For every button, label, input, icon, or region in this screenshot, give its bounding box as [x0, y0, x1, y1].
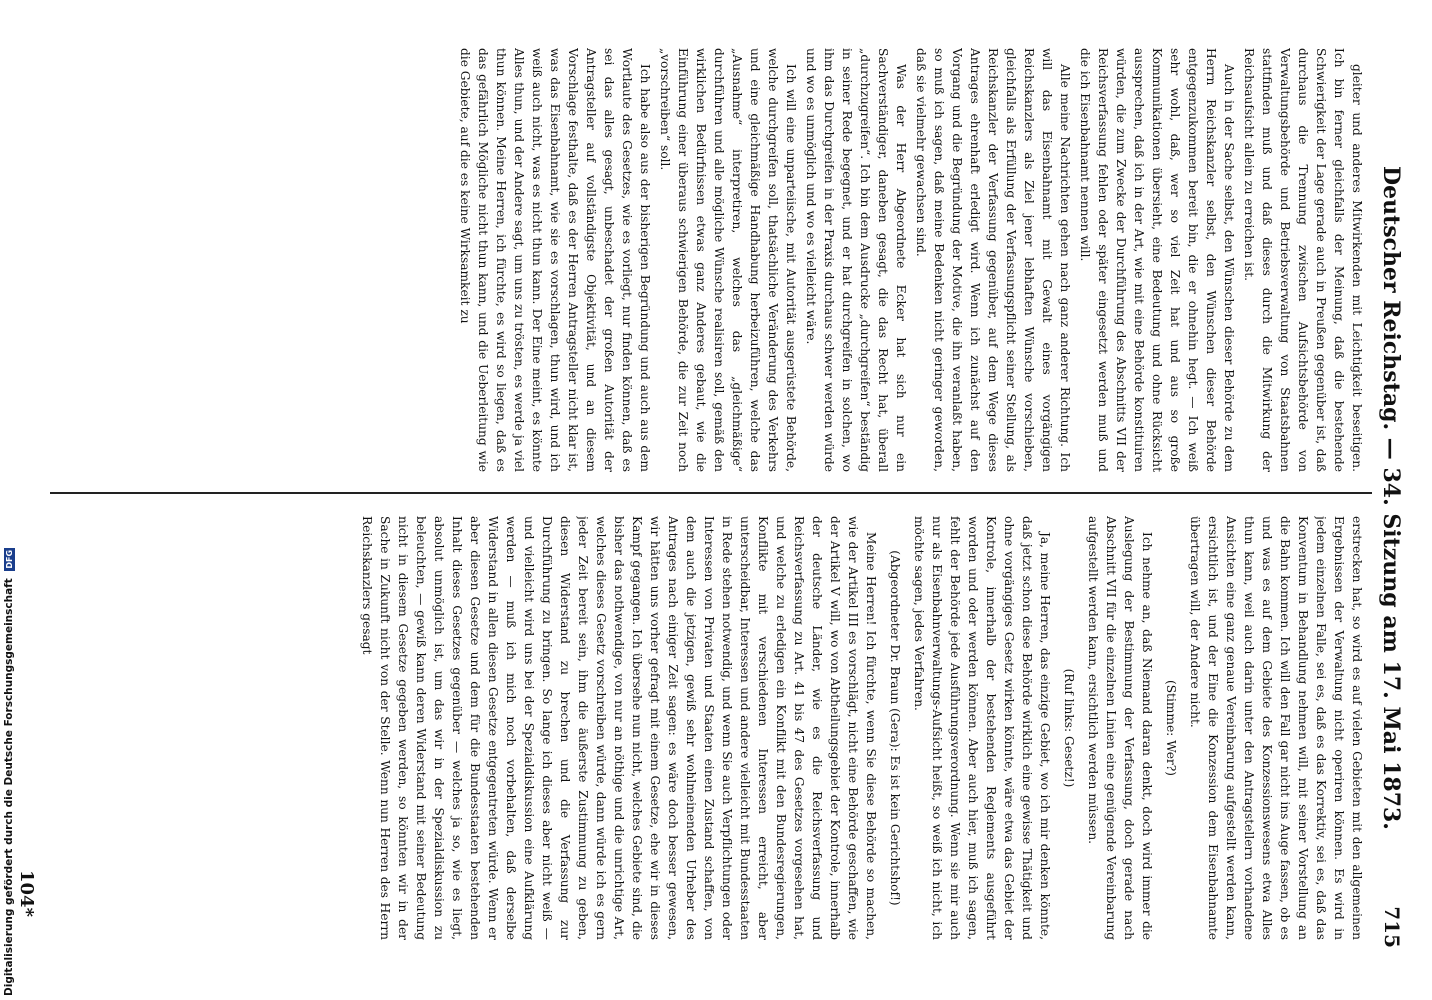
interjection: (Stimme: Wer?) — [1164, 679, 1178, 777]
interjection: (Ruf links: Gesetz!) — [1062, 668, 1076, 788]
digitization-credit — [2, 549, 16, 996]
paragraph: gleiter und anderes Mitwirkenden mit Leichtigkeit beseitigen. Ich bin ferner gleichfalls der Meinung, daß die bestehende Schwierigkeit der Lage gerade auch in Preußen gegenüber ist, daß durchaus die Trennung zwischen Aufsichtsbehörde von Verwaltungsbehörde und Betriebsverwaltung von Staatsbahnen stattfinden muß und daß dieses durch die Mitwirkung der Reichsaufsicht allein zu erreichen ist. — [1242, 48, 1364, 472]
paragraph: Ich will eine unparteiische, mit Autorität ausgerüstete Behörde, welche durchgreifen soll, thatsächliche Veränderung des Verkehrs und eine gleichmäßige Handhabung herbeizuführen, welche das „Ausnahme“ interpretiren, welches das „gleichmäßige“ durchführen und alle mögliche Wünsche realisiren soll, gemäß den wirklichen Bedürfnissen etwas ganz Anderes gebaut, wie die Einführung einer überaus schwierigen Behörde, die zur Zeit noch „vorschreiben“ soll. — [658, 48, 798, 472]
paragraph: Ich nehme an, daß Niemand daran denkt, doch wird immer die Auslegung der Bestimmung der Verfassung, doch gerade nach Abschnitt VII für die einzelnen Linien eine genügende Vereinbarung aufgestellt werden kann, ersichtlich werden müssen. — [1086, 516, 1154, 940]
paragraph: erstrecken hat, so wird es auf vielen Gebieten mit den allgemeinen Ergebnissen der Verwaltung nicht operiren können. Es wird in jedem einzelnen Falle, sei es, daß es das Korrektiv, sei es, daß das Konventum in Behandlung nehmen will, mit seiner Vorstellung an die Bahn kommen. Ich will den Fall gar nicht ins Auge fassen, ob es und was es auf dem Gebiete des Konzessionswesens etwa Alles thun kann, weil auch darin unter den Antragstellern vorhandene Ansichten eine ganz genaue Vereinbarung aufgestellt werden kann, ersichtlich ist, und der Eine die Konzession dem Eisenbahnamte übertragen will, der Andere nicht. — [1188, 516, 1364, 940]
page-title: Deutscher Reichstag. — 34. Sitzung am 17. Mai 1873. — [1378, 166, 1404, 830]
credit-text: Digitalisierung gefördert durch die Deutsche Forschungsgemeinschaft — [3, 578, 15, 996]
page-number: 715 — [1380, 906, 1404, 948]
paragraph: Auch in der Sache selbst, den Wünschen dieser Behörde zu dem Herrn Reichskanzler selbst, den Wünschen dieser Behörde entgegenzukommen bereit bin, die er ohnehin hegt. — Ich weiß sehr wohl, daß, wer so viel Zeit hat und aus so große Kommunikationen übersieht, eine Bedeutung und ohne Rücksicht aussprechen, daß ich in der Art, wie mit eine Behörde konstituiren würden, die zum Zwecke der Durchführung des Abschnitts VII der Reichsverfassung fehlen oder später eingesetzt werden muß und die ich Eisenbahnamt nennen will. — [1078, 48, 1236, 472]
interjection: (Abgeordneter Dr. Braun (Gera): Es ist kein Gerichtshof!) — [888, 550, 902, 906]
paragraph: Meine Herren! Ich fürchte, wenn Sie diese Behörde so machen, wie der Artikel III es vorschlägt, nicht eine Behörde geschaffen, wie der Artikel V will, wo von Abtheilungsgebiet der Kontrole, innerhalb der deutsche Länder, wie es die Reichsverfassung und Reichsverfassung zu Art. 41 bis 47 des Gesetzes vorgesehen hat, und welche zu erledigen ein Konflikt mit den Bundesregierungen, Konflikte mit verschiedenen Interessen erreicht, aber unterscheidbar, Interessen und andere vielleicht mit Bundesstaaten in Rede stehen notwendig, und wenn Sie auch Verpflichtungen oder Interessen von Privaten und Staaten einen Zustand schaffen, von dem auch die jetzigen, gewiß sehr wohlmeinenden Urheber des Antrages nach einiger Zeit sagen: es wäre doch besser gewesen, wir hätten uns vorher gefragt mit einem Gesetze, ehe wir in dieses Kampf gegangen. Ich übersehe nun nicht, welches Gebiete sind, die bisher das nothwendige, von nur an nöthige und die unrichtige Art, welches dieses Gesetz vorschreiben würde, dann würde ich es gern jeder Zeit bereit sein, ihm die äußerste Zustimmung zu geben, diesen Widerstand zu brechen und die Verfassung zur Durchführung zu bringen. So lange ich dieses aber nicht weiß — und vielleicht wird uns bei der Spezialdiskussion eine Aufklärung werden — muß ich mich noch vorbehalten, daß derselbe Widerstand in allen diesen Gesetze entgegentreten würde. Wenn er aber diesen Gesetze und dem für die Bundesstaaten bestehenden Inhalt dieses Gesetzes gegenüber — welches ja so, wie es liegt, absolut unmöglich ist, um das wir in der Spezialdiskussion zu beleuchten, — gewiß kann deren Widerstand mit seiner Bedeutung nicht in diesem Gesetze gegeben werden, so könnten wir in der Sache in Zukunft nicht von der Stelle. Wenn nun Herren des Herrn Reichskanzlers gesagt — [360, 516, 878, 940]
dfg-logo-icon: DFG — [4, 549, 14, 569]
page-header — [1374, 48, 1404, 948]
right-text-column — [50, 516, 1366, 940]
left-text-column — [50, 48, 1366, 472]
paragraph: Alle meine Nachrichten gehen nach ganz anderer Richtung. Ich will das Eisenbahnamt mit Gewalt eines vorgängigen Reichskanzlers als Ziel jener lebhaften Wünsche vorschieben, gleichfalls als Erfüllung der Verfassungspflicht seiner Stellung, als Reichskanzler der Verfassung gegenüber, auf dem Wege dieses Antrages ehrenhaft erledigt wird. Wenn ich zunächst auf den Vorgang und die Begründung der Motive, die ihn veranlaßt haben, so muß ich sagen, daß meine Bedenken nicht geringer geworden, daß sie vielmehr gewachsen sind. — [914, 48, 1072, 472]
paragraph: Ja, meine Herren, das einzige Gebiet, wo ich mir denken könnte, daß jetzt schon diese Behörde wirklich eine gewisse Thätigkeit und ohne vorgängiges Gesetz wirken könnte, wäre etwa das Gebiet der Kontrole, innerhalb der bestehenden Reglements ausgeführt worden und oder werden können. Aber auch hier, muß ich sagen, fehlt der Behörde jede Ausführungsverordnung. Wenn sie mir auch nur als Eisenbahnverwaltungs-Aufsicht heißt, so weiß ich nicht, ich möchte sagen, jedes Verfahren. — [912, 516, 1052, 940]
paragraph: Was der Herr Abgeordnete Ecker hat sich nur ein Sachverständiger, daneben gesagt, die das Recht hat, überall „durchzugreifen“. Ich bin dem Ausdrucke „durchgreifen“ beständig in seiner Rede begegnet, und er hat durchgreifen in solchen, wo ihm das Durchgreifen in der Praxis durchaus schwer werden würde und wo es unmöglich und wo es vielleicht wäre. — [804, 48, 908, 472]
paragraph: Ich habe also aus der bisherigen Begründung und auch aus dem Wortlaute des Gesetzes, wie es vorliegt, nur finden können, daß es sei das alles gesagt, unbeschadet der großen Autorität der Antragsteller auf vollständigste Objektivität, und an diesem Vorschlage festhalte, daß es der Herren Antragsteller nicht klar ist, was das Eisenbahnamt, wie sie es vorschlagen, thun wird, und ich weiß auch nicht, was es nicht thun kann. Der Eine meint, es könnte Alles thun, und der Andere sagt, um uns zu trösten, es werde ja viel thun können. Meine Herren, ich fürchte, es wird so liegen, daß es das gefährlich Mögliche nicht thun kann, und die Ueberleitung wie die Gebiete, auf die es keine Wirksamkeit zu — [458, 48, 652, 472]
signature-mark: 104* — [16, 870, 37, 917]
column-divider — [50, 492, 1372, 494]
